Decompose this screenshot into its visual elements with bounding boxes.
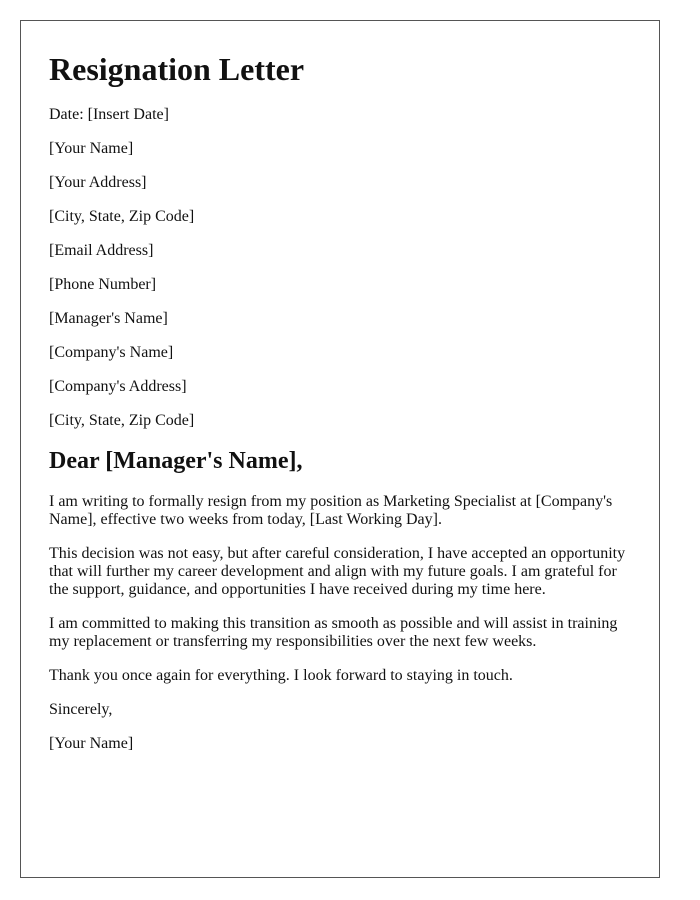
recipient-company-name: [Company's Name] xyxy=(49,344,174,361)
body-paragraph: I am committed to making this transition as smooth as possible and will assist in training my replacement or transferring my responsibilities over the next few weeks. xyxy=(49,615,618,650)
sender-address: [Your Address] xyxy=(49,174,147,191)
salutation: Dear [Manager's Name], xyxy=(49,448,303,474)
date-line: Date: [Insert Date] xyxy=(49,106,169,123)
recipient-city-state-zip: [City, State, Zip Code] xyxy=(49,412,195,429)
sender-phone: [Phone Number] xyxy=(49,276,157,293)
body-paragraph: Thank you once again for everything. I look forward to staying in touch. xyxy=(49,667,513,684)
recipient-company-address: [Company's Address] xyxy=(49,378,187,395)
sender-email: [Email Address] xyxy=(49,242,154,259)
recipient-manager-name: [Manager's Name] xyxy=(49,310,168,327)
sender-name: [Your Name] xyxy=(49,140,134,157)
closing: Sincerely, xyxy=(49,701,113,718)
sender-city-state-zip: [City, State, Zip Code] xyxy=(49,208,195,225)
body-paragraph: I am writing to formally resign from my position as Marketing Specialist at [Company's Name], effective two weeks from today, [Last Working Day]. xyxy=(49,493,613,528)
body-paragraph: This decision was not easy, but after careful consideration, I have accepted an opportunity that will further my career development and align with my future goals. I am grateful for the support, guidance, and opportunities I have received during my time here. xyxy=(49,545,626,598)
letter-header xyxy=(49,105,631,431)
signature: [Your Name] xyxy=(49,735,134,752)
letter-document xyxy=(20,20,660,878)
letter-body xyxy=(49,493,631,753)
letter-title: Resignation Letter xyxy=(49,51,305,87)
